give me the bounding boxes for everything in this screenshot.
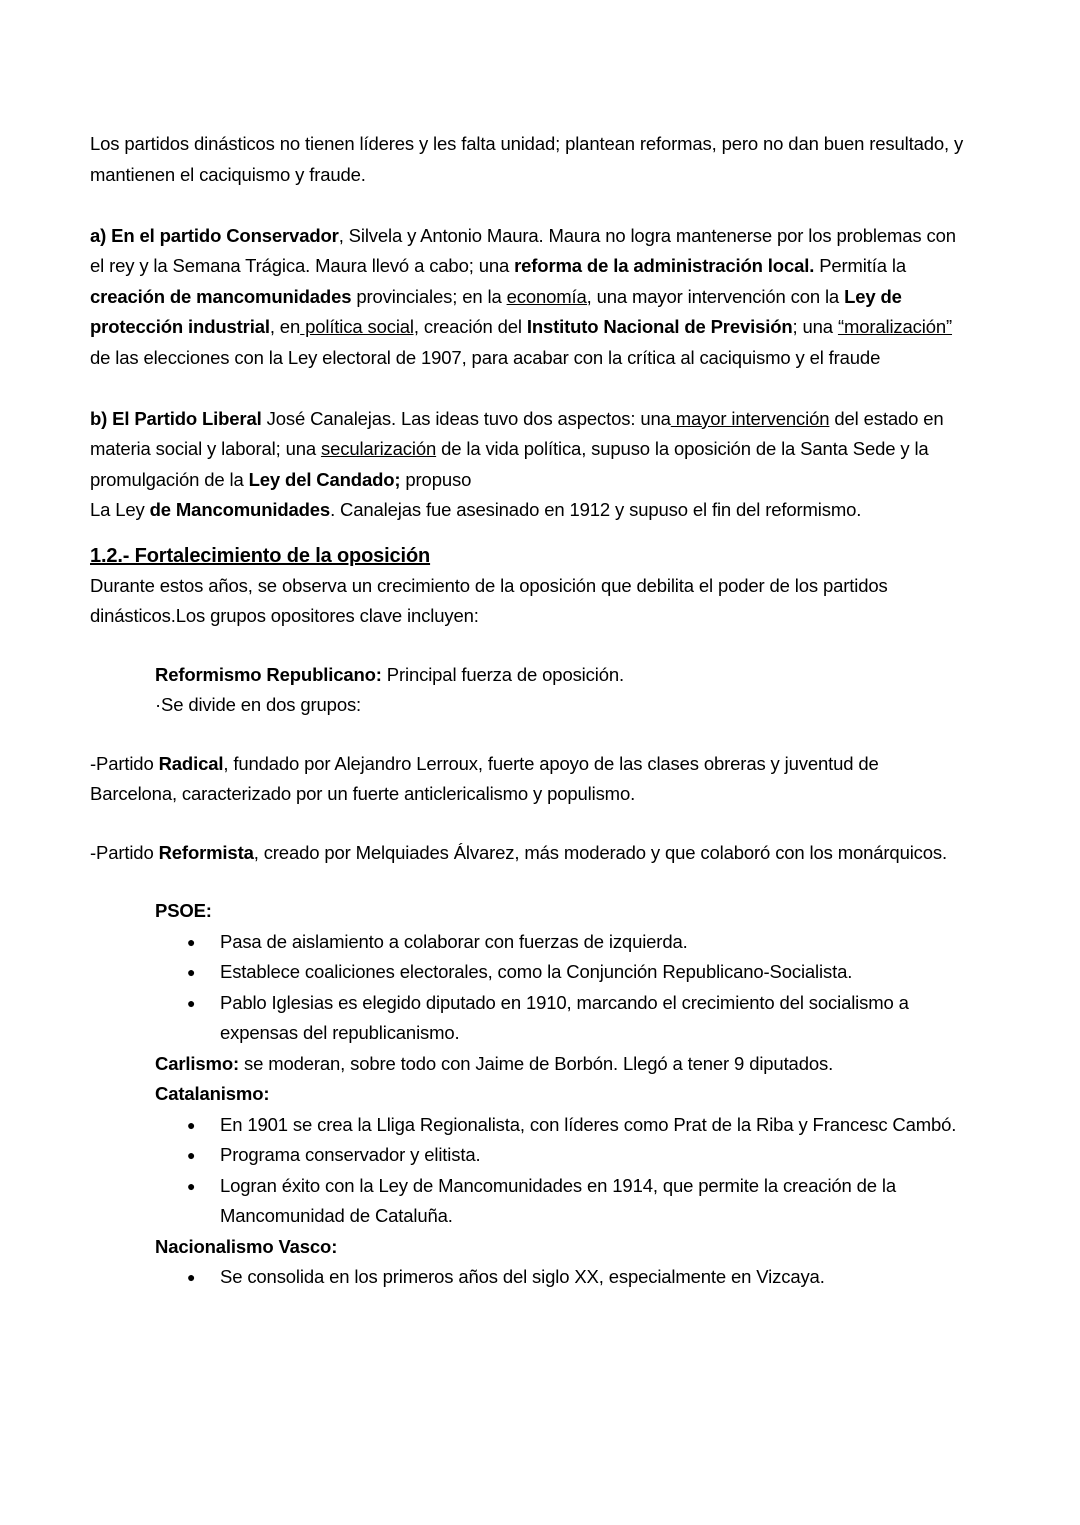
bullet-item: ● Pasa de aislamiento a colaborar con fuerzas de izquierda. (220, 927, 970, 958)
bullet-item: ● Se consolida en los primeros años del siglo XX, especialmente en Vizcaya. (220, 1262, 970, 1293)
bullet-item: ● Logran éxito con la Ley de Mancomunidades en 1914, que permite la creación de la Mancomunidad de Cataluña. (220, 1171, 970, 1232)
basque-nationalism-bullet-list (90, 1262, 970, 1293)
text-run: , creado por Melquiades Álvarez, más moderado y que colaboró con los monárquicos. (253, 841, 947, 863)
republican-reformism-paragraph (90, 660, 970, 691)
conservative-party-paragraph (90, 221, 970, 374)
underlined-text: política social, (300, 316, 419, 337)
liberal-party-paragraph (90, 404, 970, 496)
underlined-text: mayor intervención (670, 407, 830, 429)
underlined-text: economía, (506, 285, 592, 307)
text-run: se moderan, sobre todo con Jaime de Borbón. Llegó a tener 9 diputados. (238, 1052, 834, 1074)
text-run: ·Se divide en dos grupos: (155, 694, 362, 715)
text-run: La Ley (90, 499, 150, 520)
bold-text: Instituto Nacional de Previsión (526, 316, 793, 337)
text-run: propuso (400, 468, 472, 490)
text-run: . Canalejas fue asesinado en 1912 y supuso el fin del reformismo. (330, 499, 862, 520)
document-page (90, 129, 970, 1293)
section-intro-paragraph (90, 571, 970, 632)
bullet-item: ● Programa conservador y elitista. (220, 1140, 970, 1171)
bold-text: Ley del Candado; (248, 468, 401, 490)
text-run: , en (269, 316, 301, 337)
bold-text: creación de mancomunidades (90, 285, 352, 307)
bold-text: reforma de la administración local. (514, 255, 815, 276)
text-run: Principal fuerza de oposición. (381, 663, 624, 685)
underlined-text: “moralización” (837, 316, 953, 337)
underlined-text: secularización (320, 438, 437, 459)
text-run: José Canalejas. Las ideas tuvo dos aspectos: una (261, 407, 671, 429)
text-run: , fundado por Alejandro Lerroux, fuerte apoyo de las clases obreras y juventud de Barcelona, caracterizado por un fuerte anticlericalismo y populismo. (90, 752, 879, 804)
liberal-party-paragraph-cont (90, 495, 970, 526)
text-run: -Partido (90, 752, 159, 774)
basque-nationalism-heading: Nacionalismo Vasco: (155, 1235, 338, 1257)
text-run: creación del (418, 316, 527, 337)
bold-text: Reformista (158, 841, 254, 863)
reformist-party-paragraph (90, 838, 970, 869)
text-run: de la vida política, supuso la oposición de la Santa Sede y la promulgación de la (90, 438, 929, 490)
intro-paragraph (90, 129, 970, 190)
text-run: Los partidos dinásticos no tienen líderes y les falta unidad; plantean reformas, pero no dan buen resultado, y mantienen el caciquismo y fraude. (90, 133, 964, 185)
text-run: de las elecciones con la Ley electoral de 1907, para acabar con la crítica al caciquismo y el fraude (90, 346, 881, 368)
psoe-bullet-list (90, 927, 970, 1049)
catalanism-bullet-list (90, 1110, 970, 1232)
republican-split-note (90, 690, 970, 721)
text-run: Permitía la (814, 255, 906, 276)
bold-text: Ley de protección industrial (90, 285, 902, 337)
text-run: provinciales; en la (351, 285, 507, 307)
bullet-item: ● Establece coaliciones electorales, como la Conjunción Republicano-Socialista. (220, 957, 970, 988)
text-run: Durante estos años, se observa un crecimiento de la oposición que debilita el poder de los partidos dinásticos.Los grupos opositores clave incluyen: (90, 574, 888, 626)
bold-text: b) El Partido Liberal (90, 407, 262, 429)
bullet-item: ● Pablo Iglesias es elegido diputado en 1910, marcando el crecimiento del socialismo a expensas del republicanismo. (220, 988, 970, 1049)
text-run: -Partido (90, 841, 159, 863)
bullet-item: ● En 1901 se crea la Lliga Regionalista, con líderes como Prat de la Riba y Francesc Cambó. (220, 1110, 970, 1141)
bold-text: Reformismo Republicano: (155, 663, 382, 685)
text-run: , Silvela y Antonio Maura. Maura no logra mantenerse por los problemas con el rey y la Semana Trágica. Maura llevó a cabo; una (90, 224, 956, 276)
bold-text: de Mancomunidades (149, 499, 331, 520)
section-heading: 1.2.- Fortalecimiento de la oposición (90, 544, 431, 567)
text-run: del estado en materia social y laboral; una (90, 407, 944, 459)
text-run: ; una (792, 316, 838, 337)
radical-party-paragraph (90, 749, 970, 810)
bold-text: Radical (158, 752, 224, 774)
catalanism-heading: Catalanismo: (155, 1083, 270, 1104)
bold-text: Carlismo: (155, 1052, 239, 1074)
carlism-paragraph (90, 1049, 970, 1080)
psoe-heading: PSOE: (155, 900, 212, 921)
bold-text: a) En el partido Conservador (90, 224, 339, 246)
text-run: una mayor intervención con la (591, 285, 845, 307)
